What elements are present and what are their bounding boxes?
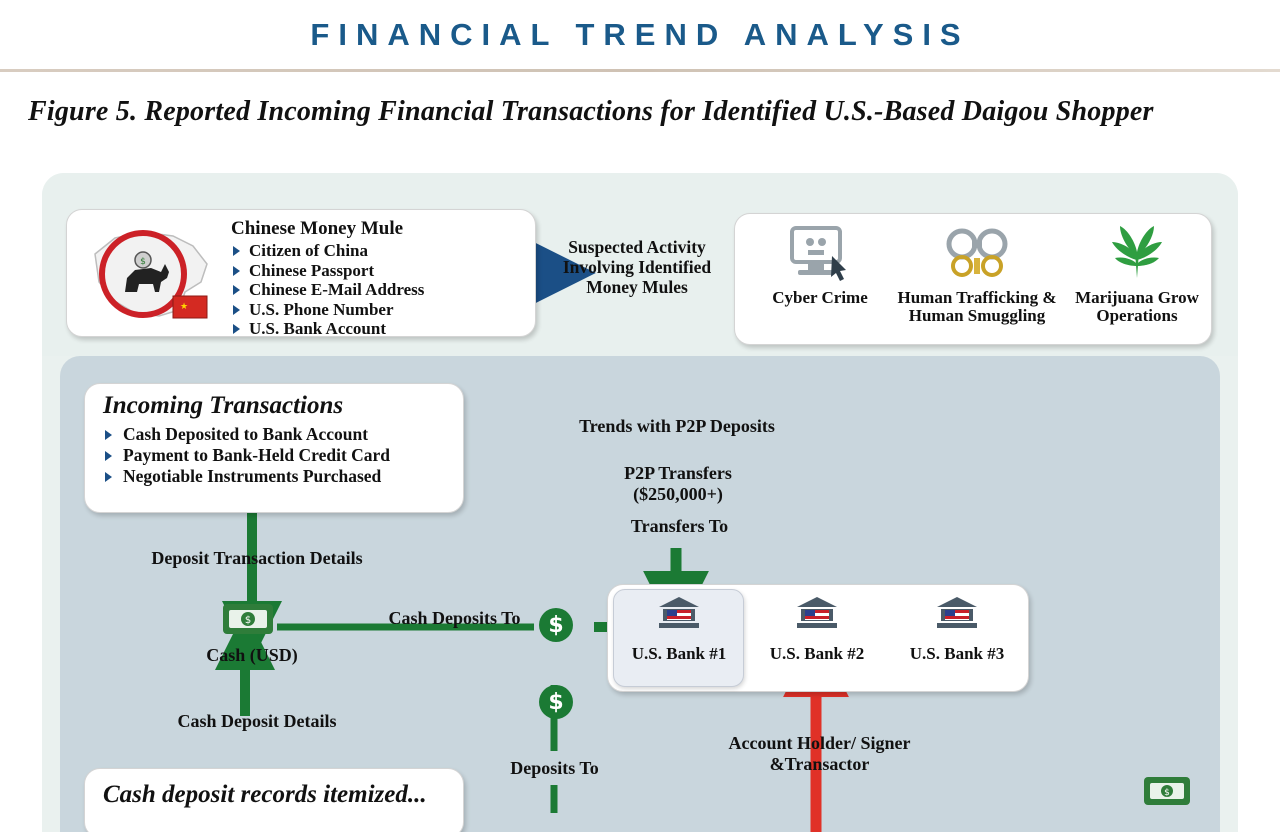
dollar-circle-icon	[532, 601, 580, 654]
bank-label: U.S. Bank #3	[909, 644, 1005, 663]
list-item: U.S. Phone Number	[231, 300, 531, 320]
bank-item-3[interactable]	[893, 593, 1021, 664]
header-divider	[0, 69, 1280, 72]
crime-label: Marijuana Grow Operations	[1075, 288, 1199, 325]
crime-label: Cyber Crime	[772, 288, 868, 307]
label-transfers-to: Transfers To	[630, 516, 729, 536]
incoming-transactions-card	[84, 383, 464, 513]
mule-card-title: Chinese Money Mule	[231, 218, 404, 239]
page-header	[0, 0, 1280, 70]
bank-us-flag-icon	[933, 593, 981, 637]
bank-item-2[interactable]	[753, 593, 881, 664]
bank-item-1[interactable]	[615, 593, 743, 664]
cannabis-leaf-icon	[1104, 222, 1170, 284]
list-item: Negotiable Instruments Purchased	[85, 466, 463, 487]
cash-deposit-records-card	[84, 768, 464, 832]
svg-text:$: $	[548, 613, 564, 638]
crime-marijuana-grow	[1067, 222, 1207, 325]
bank-label: U.S. Bank #1	[631, 644, 727, 663]
suspected-activity-label: Suspected Activity Involving Identified Money Mules	[562, 237, 712, 297]
crime-human-trafficking	[887, 222, 1067, 325]
label-cash-usd: Cash (USD)	[206, 645, 298, 665]
computer-skull-icon	[784, 222, 856, 284]
svg-text:$: $	[140, 257, 146, 267]
bank-label: U.S. Bank #2	[769, 644, 865, 663]
svg-text:$: $	[244, 615, 252, 626]
incoming-transactions-title: Incoming Transactions	[103, 392, 344, 419]
bank-us-flag-icon	[793, 593, 841, 637]
china-map-icon	[81, 220, 221, 328]
list-item: U.S. Bank Account	[231, 319, 531, 339]
label-trends-with-p2p-deposits: Trends with P2P Deposits	[579, 416, 775, 436]
svg-text:★: ★	[180, 302, 189, 312]
suspected-crimes-card	[734, 213, 1212, 345]
crime-label: Human Trafficking & Human Smuggling	[897, 288, 1057, 325]
list-item: Citizen of China	[231, 241, 531, 261]
svg-text:$: $	[548, 690, 564, 715]
page-title: FINANCIAL TREND ANALYSIS	[310, 17, 970, 52]
list-item: Payment to Bank-Held Credit Card	[85, 445, 463, 466]
bank-us-flag-icon	[655, 593, 703, 637]
list-item: Cash Deposited to Bank Account	[85, 424, 463, 445]
us-banks-card	[607, 584, 1029, 692]
dollar-circle-icon	[532, 678, 580, 731]
handcuffs-icon	[942, 222, 1012, 284]
label-cash-deposits-to: Cash Deposits To	[388, 608, 521, 628]
svg-text:$: $	[1164, 788, 1170, 798]
crime-cyber-crime	[745, 222, 895, 307]
figure-diagram	[42, 173, 1238, 832]
label-p2p-transfers: P2P Transfers ($250,000+)	[624, 463, 732, 504]
list-item: Chinese E-Mail Address	[231, 280, 531, 300]
chinese-money-mule-card	[66, 209, 536, 337]
label-deposit-transaction-details: Deposit Transaction Details	[151, 548, 363, 568]
cash-deposit-records-text: Cash deposit records itemized...	[103, 781, 427, 808]
list-item: Chinese Passport	[231, 261, 531, 281]
label-deposits-to: Deposits To	[510, 758, 599, 778]
figure-caption: Figure 5. Reported Incoming Financial Transactions for Identified U.S.-Based Daigou Shopper	[28, 96, 1154, 127]
money-icon	[1142, 773, 1194, 818]
mule-detail-list	[231, 218, 531, 339]
label-cash-deposit-details: Cash Deposit Details	[177, 711, 337, 731]
cash-bills-icon	[220, 598, 278, 647]
label-account-holder-signer: Account Holder/ Signer &Transactor	[728, 733, 911, 774]
